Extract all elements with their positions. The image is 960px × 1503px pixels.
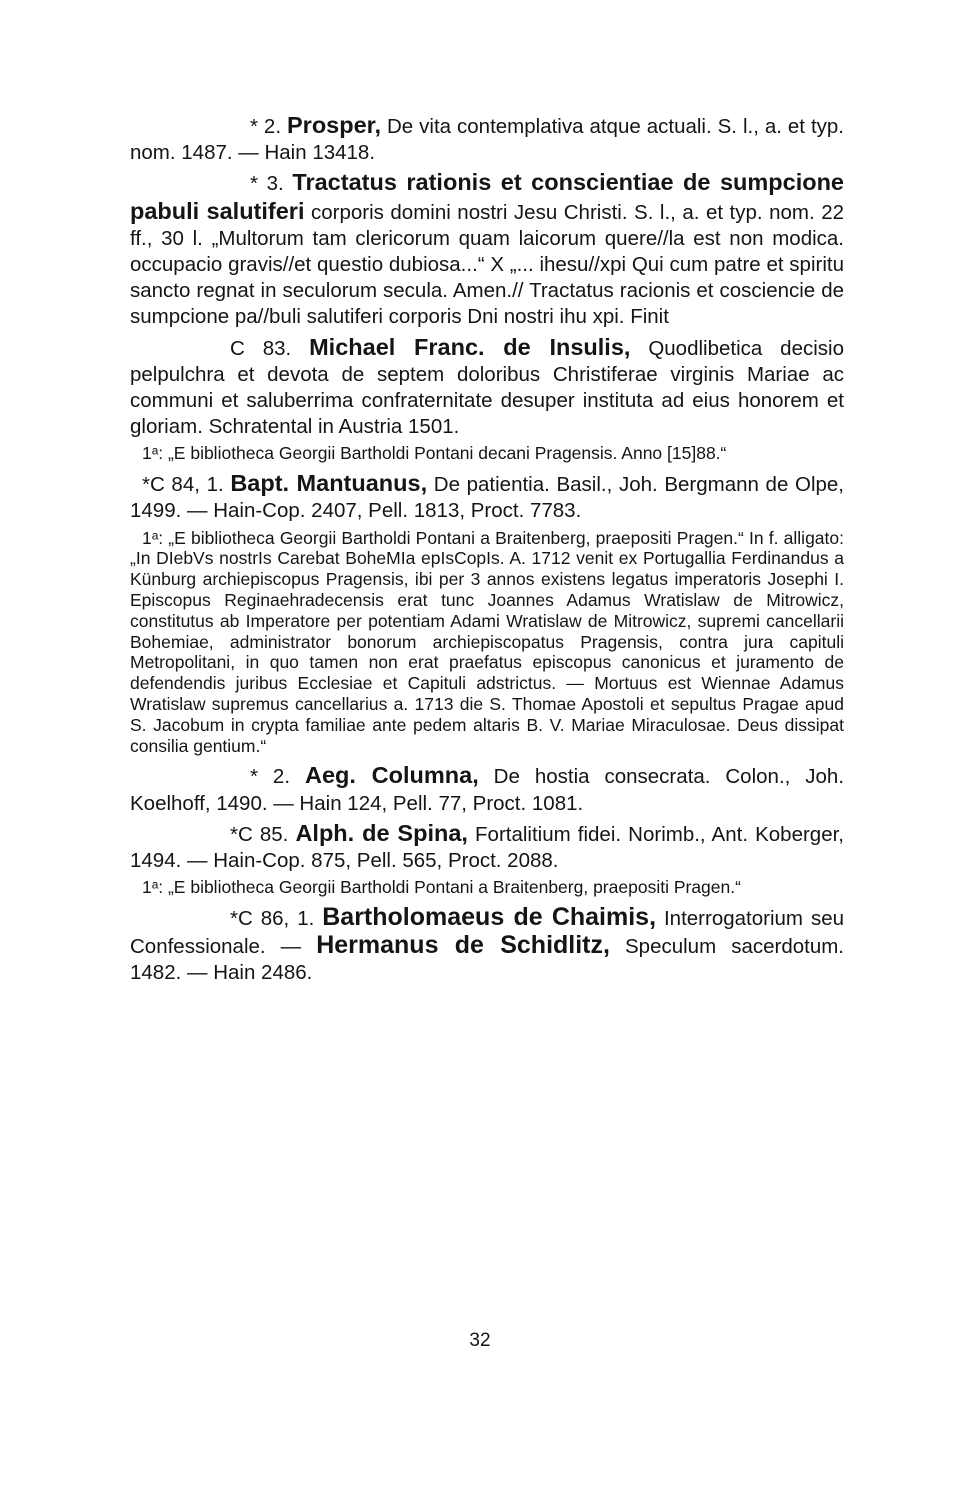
catalogue-entry	[130, 904, 844, 987]
entry-text: Quodlibetica decisio pelpulchra et devota de septem doloribus Christiferae virginis Mariae ac communi et saluberrima confraternitate desuper instituta ad eius honorem et gloriam. Schratental in Austria 1501.	[130, 336, 844, 439]
note-text: 1ᵃ: „E bibliotheca Georgii Bartholdi Pontani a Braitenberg, praepositi Pragen.“ In f. alligato: „In DIebVs nostrIs Carebat BoheMIa epIsCopIs. A. 1712 venit ex Portugallia Ferdinandus a Künburg archiepiscopus Pragensis, ibi per 3 annos existens legatus imperatoris Josephi I. Episcopus Reginaehradecensis erat tunc Joannes Adamus Wratislaw de Mitrowicz, constitutus ab Imperatore per potentiam Adami Wratislaw de Mitrowicz, supremi cancellarii Bohemiae, administrator bonorum archiepiscopatus Pragensis, contra jura capituli Metropolitani, in quo tamen non erat praefatus episcopus canonicus et juramento de defendendis juribus Ecclesiae et Capituli adstrictus. — Mortuus est Wiennae Adamus Wratislaw supremus cancellarius a. 1713 die S. Thomae Apostoli et sepultus Pragae apud S. Jacobum in crypta familiae ante pedem altaris B. V. Mariae Miraculosae. Deus dissipat consilia gentium.“	[130, 527, 844, 756]
entry-number: * 2.	[250, 115, 287, 138]
catalogue-entry	[130, 112, 844, 166]
catalogue-entry	[130, 820, 844, 874]
page-number: 32	[469, 1330, 491, 1351]
entry-number: *C 86, 1.	[230, 907, 323, 931]
entry-number: * 2.	[250, 765, 305, 789]
note-text: 1ᵃ: „E bibliotheca Georgii Bartholdi Pontani a Braitenberg, praepositi Pragen.“	[142, 877, 741, 898]
entry-text: Speculum sacerdotum. 1482. — Hain 2486.	[130, 935, 844, 985]
provenance-note	[130, 877, 844, 898]
catalogue-entry	[130, 762, 844, 816]
entry-heading: Aeg. Columna,	[304, 762, 479, 789]
entry-text: De vita contemplativa atque actuali. S. l., a. et typ. nom. 1487. — Hain 13418.	[130, 115, 845, 165]
entry-text: De patientia. Basil., Joh. Bergmann de Olpe, 1499. — Hain-Cop. 2407, Pell. 1813, Proct. 7783.	[130, 473, 845, 523]
entry-heading: Tractatus rationis et conscientiae de sumpcione pabuli salutiferi	[130, 169, 844, 224]
entry-heading: Bartholomaeus de Chaimis,	[322, 903, 657, 932]
catalogue-entry	[130, 334, 844, 441]
entry-text: Fortalitium fidei. Norimb., Ant. Koberger, 1494. — Hain-Cop. 875, Pell. 565, Proct. 2088.	[130, 822, 844, 873]
entry-heading: Alph. de Spina,	[295, 819, 468, 846]
provenance-note	[130, 443, 844, 464]
catalogue-page	[130, 112, 844, 990]
entry-number: C 83.	[230, 336, 310, 360]
entry-heading: Hermanus de Schidlitz,	[316, 931, 610, 960]
entry-heading: Michael Franc. de Insulis,	[309, 333, 631, 360]
catalogue-entry	[130, 169, 844, 330]
entry-text: corporis domini nostri Jesu Christi. S. l., a. et typ. nom. 22 ff., 30 l. „Multorum tam clericorum quam laicorum quere//la est non modica. occupacio gravis//et questio dubiosa...“ X „... ihesu//xpi Qui cum patre et spiritu sancto regnat in seculorum secula. Amen.// Tractatus racionis et cosciencie de sumpcione pa//buli salutiferi corporis Dni nostri ihu xpi. Finit	[130, 200, 844, 329]
entry-number: *C 84, 1.	[142, 473, 231, 497]
entry-heading: Bapt. Mantuanus,	[230, 470, 428, 497]
entry-text: De hostia consecrata. Colon., Joh. Koelhoff, 1490. — Hain 124, Pell. 77, Proct. 1081.	[130, 765, 845, 815]
entry-number: * 3.	[250, 172, 293, 196]
entry-text: Interrogatorium seu Confessionale. —	[130, 907, 845, 959]
entry-heading: Prosper,	[287, 112, 382, 138]
note-text: 1ᵃ: „E bibliotheca Georgii Bartholdi Pontani decani Pragensis. Anno [15]88.“	[142, 443, 727, 464]
catalogue-entry	[130, 470, 844, 524]
entry-number: *C 85.	[230, 822, 296, 846]
catalogue-entries	[130, 112, 844, 987]
provenance-note	[130, 528, 844, 757]
